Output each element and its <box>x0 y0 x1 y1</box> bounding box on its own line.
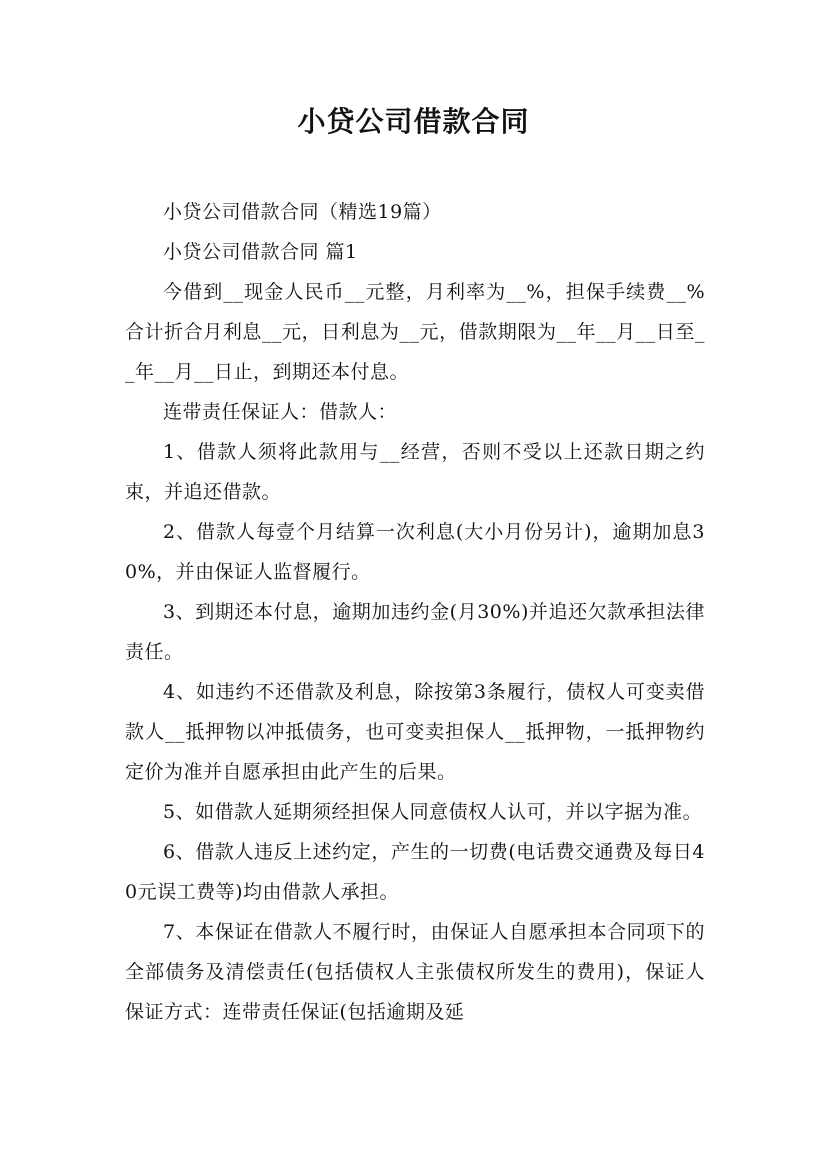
clause-7: 7、本保证在借款人不履行时，由保证人自愿承担本合同项下的全部债务及清偿责任(包括债权人主张债权所发生的费用)，保证人保证方式：连带责任保证(包括逾期及延 <box>125 921 705 1023</box>
clause-1: 1、借款人须将此款用与__经营，否则不受以上还款日期之约束，并追还借款。 <box>125 441 705 503</box>
clause-2: 2、借款人每壹个月结算一次利息(大小月份另计)，逾期加息30%，并由保证人监督履行。 <box>125 521 705 583</box>
paragraph-signatories: 连带责任保证人：借款人： <box>163 401 398 423</box>
document-body <box>125 192 705 1032</box>
section-heading: 小贷公司借款合同 篇1 <box>163 241 358 263</box>
subtitle-line: 小贷公司借款合同（精选19篇） <box>163 201 442 223</box>
document-title: 小贷公司借款合同 <box>297 105 530 138</box>
clause-5: 5、如借款人延期须经担保人同意债权人认可，并以字据为准。 <box>163 801 703 823</box>
clause-4: 4、如违约不还借款及利息，除按第3条履行，债权人可变卖借款人__抵押物以冲抵债务，也可变卖担保人__抵押物，一抵押物约定价为准并自愿承担由此产生的后果。 <box>125 681 705 783</box>
paragraph-loan-terms: 今借到__现金人民币__元整，月利率为__%，担保手续费__%合计折合月利息__元，日利息为__元，借款期限为__年__月__日至__年__月__日止，到期还本付息。 <box>125 281 705 383</box>
clause-3: 3、到期还本付息，逾期加违约金(月30%)并追还欠款承担法律责任。 <box>125 601 705 663</box>
clause-6: 6、借款人违反上述约定，产生的一切费(电话费交通费及每日40元误工费等)均由借款人承担。 <box>125 841 705 903</box>
